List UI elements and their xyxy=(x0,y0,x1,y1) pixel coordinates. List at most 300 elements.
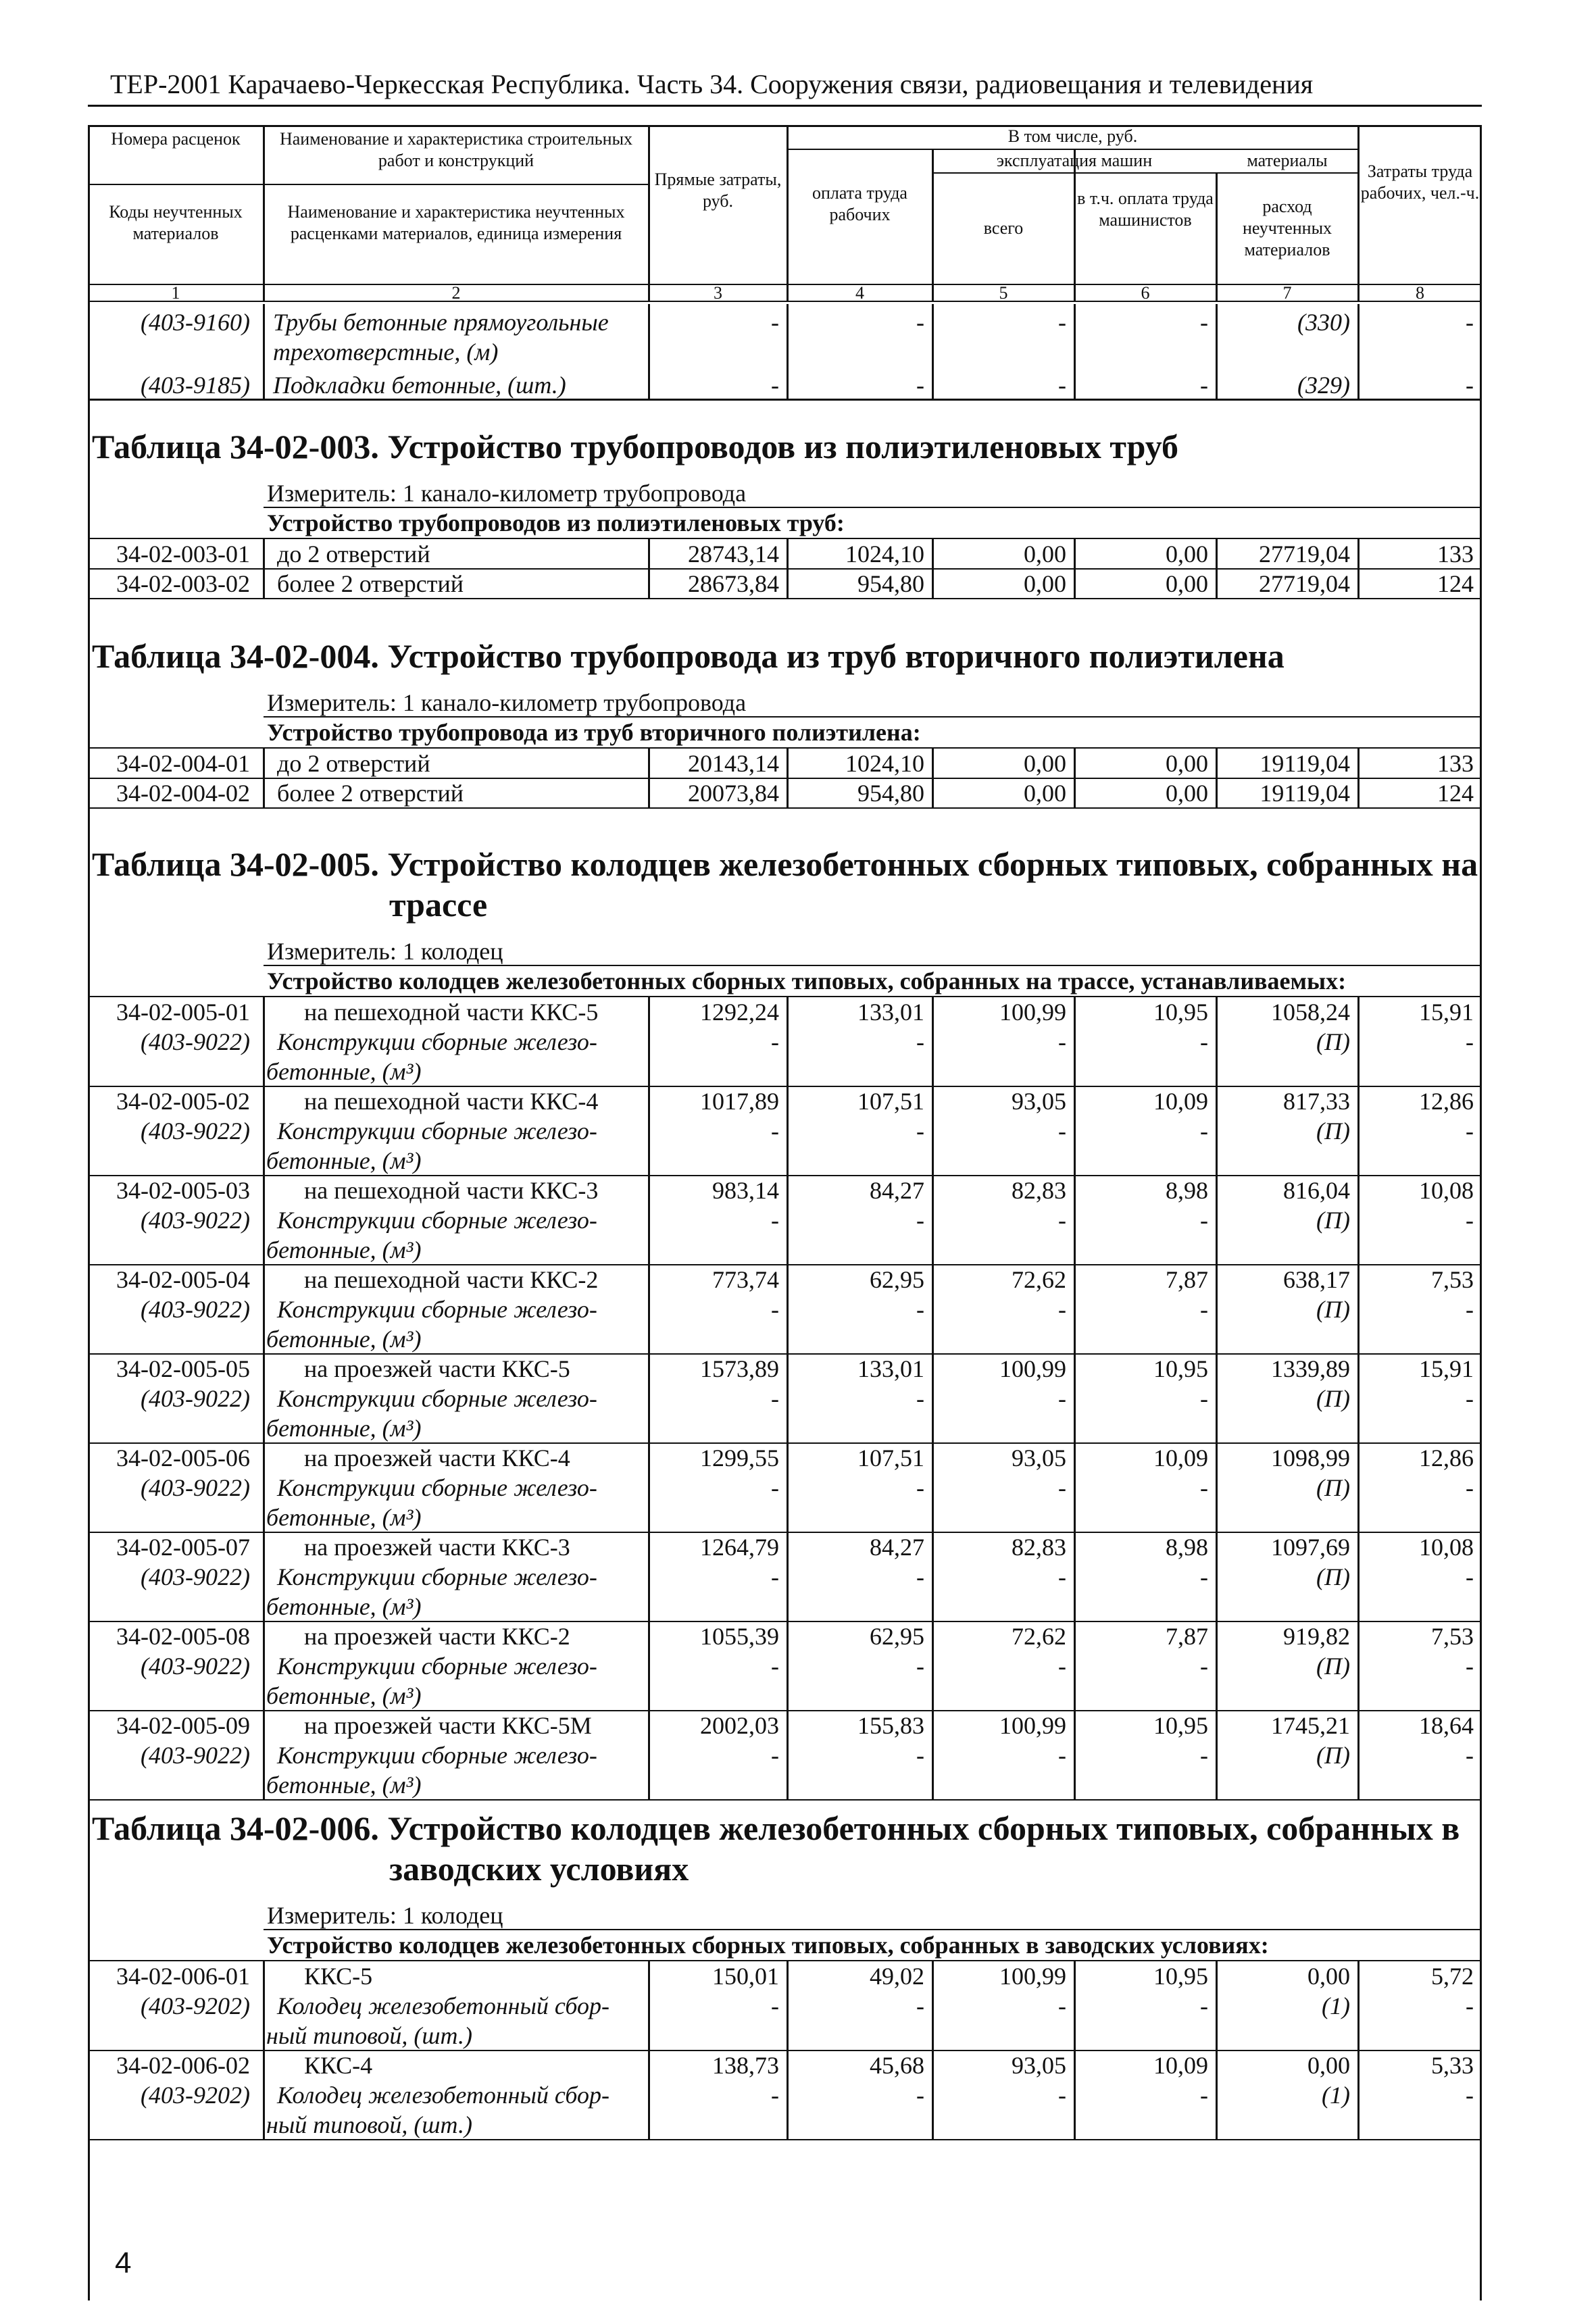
cell-wages: 62,95 xyxy=(870,1623,924,1650)
rate-code: 34-02-004-02 xyxy=(116,780,250,807)
cell-materials: (П) xyxy=(1316,1474,1350,1501)
rate-name: на пешеходной части ККС-2 xyxy=(304,1266,599,1293)
cell-labor: 133 xyxy=(1437,750,1474,777)
material-code: (403-9022) xyxy=(141,1474,250,1501)
running-header: ТЕР-2001 Карачаево-Черкесская Республика. Часть 34. Сооружения связи, радиовещания и телевидения xyxy=(110,69,1314,99)
column-divider xyxy=(1074,367,1076,399)
column-divider xyxy=(263,2051,265,2140)
column-number: 2 xyxy=(451,283,461,303)
column-divider xyxy=(1074,2051,1076,2140)
material-unit: ный типовой, (шт.) xyxy=(266,2022,472,2049)
cell-direct: - xyxy=(771,1474,779,1501)
cell-wages: 1024,10 xyxy=(845,540,924,568)
column-divider xyxy=(648,1176,650,1265)
column-divider xyxy=(1216,1961,1218,2051)
column-divider xyxy=(1216,749,1218,778)
cell-machines: 0,00 xyxy=(1024,570,1066,597)
column-number: 8 xyxy=(1416,283,1424,303)
cell-operators: 8,98 xyxy=(1166,1534,1208,1561)
rate-code: 34-02-005-06 xyxy=(116,1444,250,1472)
column-divider xyxy=(1357,569,1360,599)
cell-wages: 954,80 xyxy=(857,570,924,597)
cell-operators: - xyxy=(1200,1742,1208,1769)
cell-wages: - xyxy=(916,1117,924,1145)
column-divider xyxy=(1216,1532,1218,1621)
cell-direct: 20143,14 xyxy=(688,750,779,777)
material-code: (403-9185) xyxy=(141,372,250,399)
cell-labor: - xyxy=(1466,1653,1474,1680)
cell-operators: 0,00 xyxy=(1166,570,1208,597)
material-name: Конструкции сборные железо- xyxy=(277,1117,597,1145)
cell-materials: 1097,69 xyxy=(1271,1534,1350,1561)
cell-materials: 816,04 xyxy=(1283,1177,1350,1204)
cell-direct: - xyxy=(771,1992,779,2019)
cell-materials: 19119,04 xyxy=(1260,780,1350,807)
material-name: Конструкции сборные железо- xyxy=(277,1742,597,1769)
column-number: 5 xyxy=(999,283,1008,303)
cell-machines: - xyxy=(1058,1296,1066,1323)
col7-heading: расход неучтенных материалов xyxy=(1242,197,1332,259)
cell-labor: 12,86 xyxy=(1419,1444,1474,1472)
cell-materials: 817,33 xyxy=(1283,1088,1350,1115)
t003-measure: Измеритель: 1 канало-километр трубопровода xyxy=(267,480,747,507)
column-divider xyxy=(1216,1086,1218,1176)
cell-wages: 45,68 xyxy=(870,2052,924,2079)
material-unit: бетонные, (м³) xyxy=(266,1771,422,1799)
rate-name: на пешеходной части ККС-4 xyxy=(304,1088,599,1115)
cell-operators: 7,87 xyxy=(1166,1266,1208,1293)
column-number: 1 xyxy=(171,283,180,303)
cell-wages: - xyxy=(916,1742,924,1769)
cell-direct: 983,14 xyxy=(712,1177,779,1204)
material-name: Колодец железобетонный сбор- xyxy=(277,1992,610,2019)
rate-name: до 2 отверстий xyxy=(277,750,430,777)
column-divider xyxy=(932,1265,934,1354)
material-code: (403-9202) xyxy=(141,1992,250,2019)
cell-operators: 0,00 xyxy=(1166,780,1208,807)
column-divider xyxy=(1357,1621,1360,1711)
column-divider xyxy=(1357,1086,1360,1176)
column-divider xyxy=(932,569,934,599)
material-name: трехотверстные, (м) xyxy=(273,338,499,366)
col8-heading: Затраты труда рабочих, чел.-ч. xyxy=(1360,161,1480,203)
column-divider xyxy=(263,1621,265,1711)
column-divider xyxy=(1074,1086,1076,1176)
material-unit: ный типовой, (шт.) xyxy=(266,2111,472,2138)
t006-title: заводских условиях xyxy=(389,1850,689,1888)
cell-machines: - xyxy=(1058,1207,1066,1234)
column-divider xyxy=(648,749,650,778)
column-divider xyxy=(1074,539,1076,569)
cell-wages: - xyxy=(916,2082,924,2109)
column-divider xyxy=(648,1354,650,1443)
cell-machines: 0,00 xyxy=(1024,540,1066,568)
column-divider xyxy=(263,997,265,1086)
column-divider xyxy=(1357,539,1360,569)
cell-labor: - xyxy=(1466,2082,1474,2109)
rate-name: на пешеходной части ККС-3 xyxy=(304,1177,599,1204)
column-divider xyxy=(1216,2051,1218,2140)
cell-wages: 133,01 xyxy=(857,999,924,1026)
rate-name: на проезжей части ККС-2 xyxy=(304,1623,570,1650)
t003-title: Таблица 34-02-003. Устройство трубопроводов из полиэтиленовых труб xyxy=(92,428,1179,466)
cell-operators: - xyxy=(1200,1474,1208,1501)
material-code: (403-9022) xyxy=(141,1296,250,1323)
column-divider xyxy=(263,749,265,778)
cell-direct: - xyxy=(771,1296,779,1323)
column-divider xyxy=(263,1961,265,2051)
material-name: Конструкции сборные железо- xyxy=(277,1028,597,1055)
cell-machines: - xyxy=(1058,1653,1066,1680)
cell-direct: 1292,24 xyxy=(700,999,779,1026)
rate-name: до 2 отверстий xyxy=(277,540,430,568)
cell-machines: 93,05 xyxy=(1012,1444,1066,1472)
column-divider xyxy=(648,1621,650,1711)
material-code: (403-9022) xyxy=(141,1117,250,1145)
cell-machines: - xyxy=(1058,1117,1066,1145)
column-divider xyxy=(1216,1621,1218,1711)
cell-machines: 72,62 xyxy=(1012,1266,1066,1293)
cell-materials: (П) xyxy=(1316,1296,1350,1323)
rate-code: 34-02-005-08 xyxy=(116,1623,250,1650)
cell-materials: (П) xyxy=(1316,1385,1350,1412)
row-divider xyxy=(88,1799,1482,1801)
column-divider xyxy=(787,997,789,1086)
cell-materials: 1098,99 xyxy=(1271,1444,1350,1472)
rate-name: на проезжей части ККС-5 xyxy=(304,1355,570,1382)
cell-labor: 15,91 xyxy=(1419,999,1474,1026)
column-divider xyxy=(787,1443,789,1532)
rate-name: ККС-4 xyxy=(304,2052,373,2079)
cell-direct: - xyxy=(771,2082,779,2109)
cell-materials: (П) xyxy=(1316,1742,1350,1769)
column-divider xyxy=(932,1621,934,1711)
column-divider xyxy=(932,1354,934,1443)
cell-machines: 93,05 xyxy=(1012,1088,1066,1115)
cell-materials: 1339,89 xyxy=(1271,1355,1350,1382)
material-unit: бетонные, (м³) xyxy=(266,1058,422,1085)
cell-operators: 10,09 xyxy=(1153,1444,1208,1472)
cell-wages: - xyxy=(916,1474,924,1501)
rate-code: 34-02-006-01 xyxy=(116,1963,250,1990)
cell-materials: (1) xyxy=(1322,2082,1350,2109)
cell-direct: 138,73 xyxy=(712,2052,779,2079)
column-divider xyxy=(1074,1532,1076,1621)
column-divider xyxy=(263,1265,265,1354)
material-name: Конструкции сборные железо- xyxy=(277,1563,597,1590)
column-divider xyxy=(263,1086,265,1176)
cell-machines: - xyxy=(1058,2082,1066,2109)
cell-wages: 133,01 xyxy=(857,1355,924,1382)
cell-labor: - xyxy=(1466,1207,1474,1234)
column-divider xyxy=(932,1961,934,2051)
head-split xyxy=(88,184,649,185)
cell-wages: 84,27 xyxy=(870,1177,924,1204)
cell-labor: 7,53 xyxy=(1431,1266,1474,1293)
rate-code: 34-02-003-01 xyxy=(116,540,250,568)
cell-wages: 155,83 xyxy=(857,1712,924,1739)
column-divider xyxy=(1357,1354,1360,1443)
t004-title: Таблица 34-02-004. Устройство трубопровода из труб вторичного полиэтилена xyxy=(92,637,1285,675)
material-unit: бетонные, (м³) xyxy=(266,1236,422,1263)
cell-labor: 133 xyxy=(1437,540,1474,568)
column-number: 7 xyxy=(1282,283,1292,303)
material-code: (403-9160) xyxy=(141,309,250,336)
cell-direct: - xyxy=(771,1028,779,1055)
cell-direct: 2002,03 xyxy=(700,1712,779,1739)
column-divider xyxy=(1074,1176,1076,1265)
column-divider xyxy=(648,1961,650,2051)
cell-machines: - xyxy=(1058,1992,1066,2019)
column-divider xyxy=(1074,749,1076,778)
column-divider xyxy=(648,1532,650,1621)
cell-machines: - xyxy=(1058,372,1066,399)
rate-code: 34-02-005-09 xyxy=(116,1712,250,1739)
material-name: Конструкции сборные железо- xyxy=(277,1385,597,1412)
column-divider xyxy=(932,1532,934,1621)
column-divider xyxy=(932,1176,934,1265)
cell-direct: 773,74 xyxy=(712,1266,779,1293)
cell-operators: 10,95 xyxy=(1153,999,1208,1026)
cell-labor: - xyxy=(1466,1563,1474,1590)
column-divider xyxy=(263,539,265,569)
column-divider xyxy=(1074,304,1076,367)
t006-section: Устройство колодцев железобетонных сборных типовых, собранных в заводских условиях: xyxy=(267,1932,1269,1959)
column-divider xyxy=(1357,1532,1360,1621)
cell-wages: 107,51 xyxy=(857,1444,924,1472)
column-divider xyxy=(648,997,650,1086)
cell-wages: - xyxy=(916,1296,924,1323)
cell-operators: 10,95 xyxy=(1153,1355,1208,1382)
page-number: 4 xyxy=(115,2246,132,2280)
material-code: (403-9202) xyxy=(141,2082,250,2109)
cell-direct: 1299,55 xyxy=(700,1444,779,1472)
cell-machines: 72,62 xyxy=(1012,1623,1066,1650)
rate-code: 34-02-005-05 xyxy=(116,1355,250,1382)
cell-labor: 124 xyxy=(1437,570,1474,597)
column-divider xyxy=(932,1711,934,1800)
column-divider xyxy=(787,367,789,399)
cell-operators: 0,00 xyxy=(1166,540,1208,568)
material-name: Конструкции сборные железо- xyxy=(277,1207,597,1234)
cell-operators: - xyxy=(1200,1296,1208,1323)
column-divider xyxy=(1357,778,1360,808)
material-unit: бетонные, (м³) xyxy=(266,1326,422,1353)
column-divider xyxy=(787,749,789,778)
column-divider xyxy=(263,1532,265,1621)
column-divider xyxy=(1357,1711,1360,1800)
cell-wages: - xyxy=(916,1207,924,1234)
column-divider xyxy=(1216,304,1218,367)
cell-labor: - xyxy=(1466,1474,1474,1501)
cell-operators: - xyxy=(1200,1028,1208,1055)
rate-code: 34-02-005-03 xyxy=(116,1177,250,1204)
cell-direct: 1017,89 xyxy=(700,1088,779,1115)
rows-bottom xyxy=(88,399,1482,401)
cell-machines: 0,00 xyxy=(1024,750,1066,777)
cell-direct: 1264,79 xyxy=(700,1534,779,1561)
column-divider xyxy=(787,539,789,569)
column-divider xyxy=(787,1961,789,2051)
rate-name: на проезжей части ККС-5М xyxy=(304,1712,592,1739)
column-divider xyxy=(263,1443,265,1532)
cell-labor: 5,33 xyxy=(1431,2052,1474,2079)
cell-direct: 1573,89 xyxy=(700,1355,779,1382)
cell-operators: 8,98 xyxy=(1166,1177,1208,1204)
column-divider xyxy=(1216,778,1218,808)
cell-materials: (П) xyxy=(1316,1028,1350,1055)
column-divider xyxy=(787,1711,789,1800)
cell-machines: - xyxy=(1058,1474,1066,1501)
column-divider xyxy=(263,367,265,399)
cell-direct: - xyxy=(771,1207,779,1234)
cell-materials: (П) xyxy=(1316,1563,1350,1590)
column-divider xyxy=(648,304,650,367)
material-name: Конструкции сборные железо- xyxy=(277,1653,597,1680)
column-divider xyxy=(648,1086,650,1176)
cell-direct: - xyxy=(771,1563,779,1590)
material-code: (403-9022) xyxy=(141,1742,250,1769)
material-unit: бетонные, (м³) xyxy=(266,1593,422,1620)
row-divider xyxy=(88,598,1482,599)
column-divider xyxy=(648,778,650,808)
cell-operators: - xyxy=(1200,1992,1208,2019)
cell-wages: 49,02 xyxy=(870,1963,924,1990)
cell-wages: - xyxy=(916,1653,924,1680)
column-divider xyxy=(1357,1443,1360,1532)
column-divider xyxy=(1216,997,1218,1086)
cell-direct: 20073,84 xyxy=(688,780,779,807)
cell-operators: - xyxy=(1200,1385,1208,1412)
column-divider xyxy=(263,1176,265,1265)
cell-operators: 10,09 xyxy=(1153,2052,1208,2079)
cell-machines: 82,83 xyxy=(1012,1177,1066,1204)
column-divider xyxy=(648,2051,650,2140)
column-divider xyxy=(932,778,934,808)
cell-materials: (329) xyxy=(1297,372,1350,399)
cell-machines: 100,99 xyxy=(999,1355,1066,1382)
col5-heading: всего xyxy=(983,218,1024,238)
column-divider xyxy=(932,367,934,399)
cell-operators: - xyxy=(1200,1653,1208,1680)
cell-wages: 107,51 xyxy=(857,1088,924,1115)
material-code: (403-9022) xyxy=(141,1653,250,1680)
cell-direct: 28743,14 xyxy=(688,540,779,568)
cell-wages: - xyxy=(916,1385,924,1412)
column-divider xyxy=(787,2051,789,2140)
column-divider xyxy=(1216,1354,1218,1443)
cell-labor: 10,08 xyxy=(1419,1177,1474,1204)
t006-title: Таблица 34-02-006. Устройство колодцев железобетонных сборных типовых, собранных в xyxy=(92,1809,1460,1847)
rate-name: более 2 отверстий xyxy=(277,780,464,807)
t006-measure: Измеритель: 1 колодец xyxy=(267,1902,503,1929)
mach-divider xyxy=(932,172,1358,174)
column-divider xyxy=(1074,1621,1076,1711)
col6-heading: в т.ч. оплата труда машинистов xyxy=(1077,188,1214,230)
cell-machines: 0,00 xyxy=(1024,780,1066,807)
cell-labor: 10,08 xyxy=(1419,1534,1474,1561)
column-divider xyxy=(1074,1354,1076,1443)
col1-heading: Номера расценок xyxy=(111,129,241,149)
cell-operators: 10,95 xyxy=(1153,1963,1208,1990)
cell-wages: 62,95 xyxy=(870,1266,924,1293)
cell-materials: 19119,04 xyxy=(1260,750,1350,777)
column-divider xyxy=(1357,997,1360,1086)
rate-name: ККС-5 xyxy=(304,1963,373,1990)
column-divider xyxy=(1074,778,1076,808)
material-name: Трубы бетонные прямоугольные xyxy=(273,309,609,336)
cell-labor: 5,72 xyxy=(1431,1963,1474,1990)
column-divider xyxy=(1216,1265,1218,1354)
cell-labor: 15,91 xyxy=(1419,1355,1474,1382)
cell-materials: 0,00 xyxy=(1307,2052,1350,2079)
cell-direct: - xyxy=(771,1742,779,1769)
column-divider xyxy=(1216,1176,1218,1265)
cell-operators: 7,87 xyxy=(1166,1623,1208,1650)
cell-materials: (1) xyxy=(1322,1992,1350,2019)
column-divider xyxy=(787,304,789,367)
column-divider xyxy=(932,1086,934,1176)
cell-materials: 27719,04 xyxy=(1259,570,1350,597)
column-divider xyxy=(787,1621,789,1711)
column-divider xyxy=(932,749,934,778)
cell-labor: 7,53 xyxy=(1431,1623,1474,1650)
column-divider xyxy=(648,367,650,399)
row-divider xyxy=(88,2139,1482,2140)
col2-heading: Наименование и характеристика строительных работ и конструкций xyxy=(279,129,633,170)
column-divider xyxy=(1074,1265,1076,1354)
column-divider xyxy=(787,569,789,599)
column-divider xyxy=(263,1354,265,1443)
material-unit: бетонные, (м³) xyxy=(266,1415,422,1442)
column-divider xyxy=(787,1086,789,1176)
cell-labor: - xyxy=(1466,1028,1474,1055)
column-divider xyxy=(932,539,934,569)
column-divider xyxy=(1357,1961,1360,2051)
column-divider xyxy=(1357,304,1360,367)
cell-direct: - xyxy=(771,372,779,399)
rate-code: 34-02-003-02 xyxy=(116,570,250,597)
rate-name: на пешеходной части ККС-5 xyxy=(304,999,599,1026)
column-divider xyxy=(1357,1265,1360,1354)
cell-operators: - xyxy=(1200,1563,1208,1590)
header-rule xyxy=(88,105,1482,107)
cell-direct: - xyxy=(771,1117,779,1145)
column-number: 3 xyxy=(714,283,722,303)
column-divider xyxy=(648,539,650,569)
cell-direct: - xyxy=(771,1653,779,1680)
cell-labor: - xyxy=(1466,1385,1474,1412)
t004-measure: Измеритель: 1 канало-километр трубопровода xyxy=(267,689,747,716)
column-divider xyxy=(648,1443,650,1532)
column-divider xyxy=(787,1354,789,1443)
cell-wages: - xyxy=(916,1563,924,1590)
column-number: 6 xyxy=(1141,283,1150,303)
rate-name: на проезжей части ККС-4 xyxy=(304,1444,570,1472)
material-code: (403-9022) xyxy=(141,1028,250,1055)
cell-wages: - xyxy=(916,1992,924,2019)
cell-machines: 100,99 xyxy=(999,999,1066,1026)
material-code: (403-9022) xyxy=(141,1563,250,1590)
material-name: Подкладки бетонные, (шт.) xyxy=(273,372,566,399)
column-divider xyxy=(648,125,650,301)
column-divider xyxy=(787,1265,789,1354)
rate-code: 34-02-005-07 xyxy=(116,1534,250,1561)
material-unit: бетонные, (м³) xyxy=(266,1682,422,1709)
rate-code: 34-02-004-01 xyxy=(116,750,250,777)
cell-direct: - xyxy=(771,309,779,336)
column-divider xyxy=(263,304,265,367)
